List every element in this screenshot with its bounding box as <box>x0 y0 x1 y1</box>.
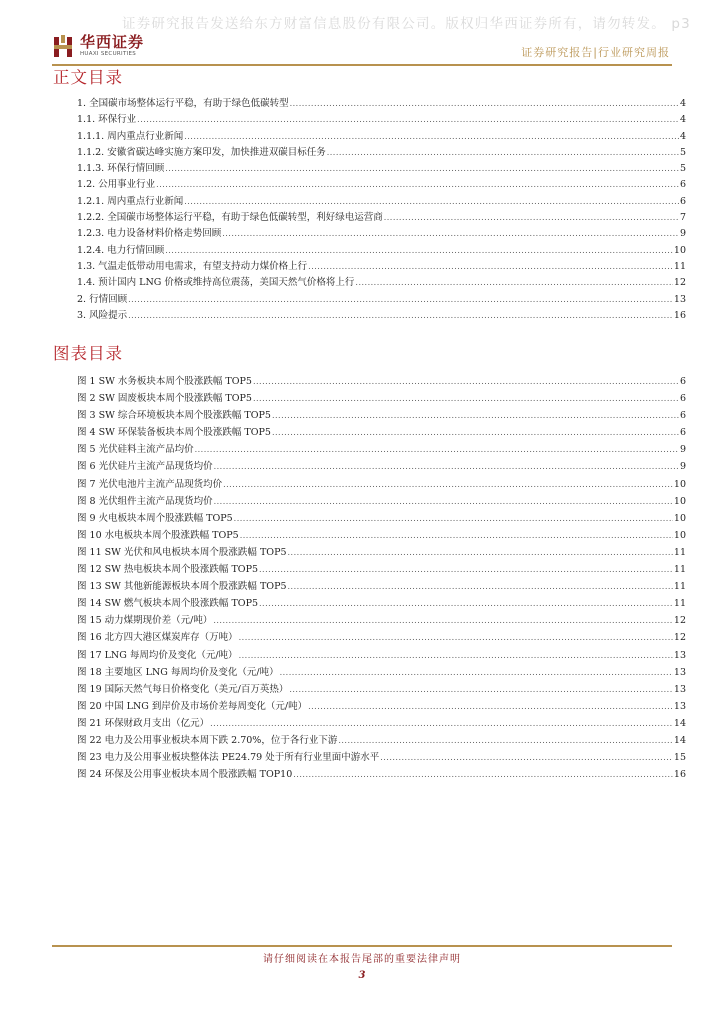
figure-entry-page: 10 <box>673 529 686 541</box>
dot-leader <box>214 493 673 510</box>
figure-entry[interactable] <box>77 561 686 578</box>
toc-entry-page: 5 <box>679 146 686 158</box>
figure-entry[interactable] <box>77 510 686 527</box>
dot-leader <box>234 510 673 527</box>
figure-entry-label: 图 3 SW 综合环境板块本周个股涨跌幅 TOP5 <box>77 410 271 422</box>
figure-entry[interactable] <box>77 493 686 510</box>
dot-leader <box>327 145 679 161</box>
dot-leader <box>338 732 673 749</box>
logo-english-name: HUAXI SECURITIES <box>80 51 137 57</box>
dot-leader <box>253 373 679 390</box>
figure-entry-label: 图 12 SW 热电板块本周个股涨跌幅 TOP5 <box>77 564 259 576</box>
figures-title: 图表目录 <box>53 344 123 363</box>
toc-entry-page: 9 <box>679 228 686 240</box>
figure-entry-page: 13 <box>673 700 686 712</box>
figure-entry[interactable] <box>77 527 686 544</box>
toc-entry[interactable] <box>77 243 686 259</box>
toc-entry-label: 1. 全国碳市场整体运行平稳，有助于绿色低碳转型 <box>77 98 289 109</box>
dot-leader <box>288 578 673 595</box>
figure-entry-page: 13 <box>673 649 686 661</box>
dot-leader <box>213 612 673 629</box>
dot-leader <box>355 275 673 291</box>
legal-notice: 请仔细阅读在本报告尾部的重要法律声明 <box>263 954 461 965</box>
figure-entry[interactable] <box>77 612 686 629</box>
dot-leader <box>239 647 673 664</box>
toc-entry[interactable] <box>77 161 686 177</box>
toc-entry-label: 3. 风险提示 <box>77 309 128 321</box>
figure-entry[interactable] <box>77 424 686 441</box>
figure-entry-page: 6 <box>679 393 686 405</box>
figure-entry-page: 9 <box>679 444 686 456</box>
toc-entry-label: 1.2.3. 电力设备材料价格走势回顾 <box>77 228 222 240</box>
toc-entry-page: 4 <box>679 130 686 142</box>
figure-entry[interactable] <box>77 664 686 681</box>
dot-leader <box>128 292 673 308</box>
dot-leader <box>137 112 679 128</box>
figure-entry-label: 图 10 水电板块本周个股涨跌幅 TOP5 <box>77 529 239 541</box>
toc-entry-page: 12 <box>673 277 686 289</box>
figure-entry-page: 11 <box>673 564 686 576</box>
figure-entry-page: 11 <box>673 581 686 593</box>
figure-entry[interactable] <box>77 390 686 407</box>
toc-entry[interactable] <box>77 194 686 210</box>
figure-entry-label: 图 22 电力及公用事业板块本周下跌 2.70%，位于各行业下游 <box>77 734 338 746</box>
dot-leader <box>272 424 679 441</box>
report-type-label: 证券研究报告|行业研究周报 <box>521 46 670 59</box>
figure-entry-label: 图 1 SW 水务板块本周个股涨跌幅 TOP5 <box>77 376 252 387</box>
dot-leader <box>290 96 679 112</box>
toc-entry-label: 1.1.2. 安徽省碳达峰实施方案印发，加快推进双碳目标任务 <box>77 146 326 158</box>
figure-entry[interactable] <box>77 544 686 561</box>
figure-entry-page: 15 <box>673 752 686 764</box>
toc-entry[interactable] <box>77 177 686 193</box>
dot-leader <box>280 664 673 681</box>
figure-entry[interactable] <box>77 595 686 612</box>
toc-entry[interactable] <box>77 145 686 161</box>
toc-entry-label: 1.2.2. 全国碳市场整体运行平稳，有助于绿色低碳转型，利好绿电运营商 <box>77 212 383 224</box>
figure-entry[interactable] <box>77 732 686 749</box>
dot-leader <box>223 476 673 493</box>
toc-entry-label: 1.3. 气温走低带动用电需求，有望支持动力煤价格上行 <box>77 260 308 272</box>
figure-entry-page: 14 <box>673 717 686 729</box>
toc-entry[interactable] <box>77 308 686 324</box>
page-number: 3 <box>358 970 366 981</box>
dot-leader <box>240 527 673 544</box>
dot-leader <box>184 129 679 145</box>
dot-leader <box>288 544 673 561</box>
toc-entry-page: 5 <box>679 163 686 175</box>
figure-entry-label: 图 17 LNG 每周均价及变化（元/吨） <box>77 649 238 661</box>
toc-entry-page: 10 <box>673 244 686 256</box>
figures-list <box>77 373 686 783</box>
figure-entry[interactable] <box>77 578 686 595</box>
figure-entry-page: 10 <box>673 512 686 524</box>
figure-entry[interactable] <box>77 373 686 390</box>
dot-leader <box>184 194 679 210</box>
dot-leader <box>259 561 673 578</box>
figure-entry-label: 图 6 光伏硅片主流产品现货均价 <box>77 461 213 473</box>
figure-entry-label: 图 24 环保及公用事业板块本周个股涨跌幅 TOP10 <box>77 769 293 781</box>
dot-leader <box>289 681 673 698</box>
dot-leader <box>239 629 673 646</box>
dot-leader <box>210 715 673 732</box>
figure-entry[interactable] <box>77 629 686 646</box>
dot-leader <box>128 308 673 324</box>
toc-entry-page: 4 <box>679 98 686 109</box>
figure-entry-page: 10 <box>673 478 686 490</box>
figure-entry-page: 10 <box>673 495 686 507</box>
toc-entry-label: 1.2. 公用事业行业 <box>77 179 156 191</box>
toc-entry[interactable] <box>77 210 686 226</box>
figure-entry[interactable] <box>77 458 686 475</box>
figure-entry-label: 图 2 SW 固废板块本周个股涨跌幅 TOP5 <box>77 393 252 405</box>
dot-leader <box>384 210 679 226</box>
figure-entry-label: 图 14 SW 燃气板块本周个股涨跌幅 TOP5 <box>77 598 259 610</box>
figure-entry-page: 12 <box>673 632 686 644</box>
toc-entry-label: 1.2.4. 电力行情回顾 <box>77 244 165 256</box>
figure-entry[interactable] <box>77 681 686 698</box>
figure-entry-label: 图 18 主要地区 LNG 每周均价及变化（元/吨） <box>77 666 279 678</box>
figure-entry-page: 9 <box>679 461 686 473</box>
dot-leader <box>308 698 673 715</box>
figure-entry[interactable] <box>77 715 686 732</box>
figure-entry[interactable] <box>77 749 686 766</box>
dot-leader <box>380 749 673 766</box>
dot-leader <box>214 458 679 475</box>
watermark: 证券研究报告发送给东方财富信息股份有限公司。版权归华西证券所有，请勿转发。 p3 <box>122 16 691 32</box>
page-header <box>52 34 672 64</box>
dot-leader <box>253 390 679 407</box>
figure-entry-label: 图 8 光伏组件主流产品现货均价 <box>77 495 213 507</box>
figure-entry-page: 13 <box>673 683 686 695</box>
dot-leader <box>156 177 679 193</box>
figure-entry-label: 图 20 中国 LNG 到岸价及市场价差每周变化（元/吨） <box>77 700 308 712</box>
toc-entry[interactable] <box>77 292 686 308</box>
figure-entry-label: 图 5 光伏硅料主流产品均价 <box>77 444 194 456</box>
figure-entry-label: 图 9 火电板块本周个股涨跌幅 TOP5 <box>77 512 233 524</box>
figure-entry-label: 图 7 光伏电池片主流产品现货均价 <box>77 478 223 490</box>
figure-entry[interactable] <box>77 698 686 715</box>
toc-entry-label: 1.1.3. 环保行情回顾 <box>77 163 165 175</box>
figure-entry[interactable] <box>77 476 686 493</box>
figure-entry[interactable] <box>77 441 686 458</box>
dot-leader <box>272 407 679 424</box>
toc-entry-label: 1.1.1. 周内重点行业新闻 <box>77 130 184 142</box>
figure-entry-label: 图 19 国际天然气每日价格变化（美元/百万英热） <box>77 683 289 695</box>
toc-entry[interactable] <box>77 129 686 145</box>
toc-entry-label: 1.2.1. 周内重点行业新闻 <box>77 195 184 207</box>
figure-entry-label: 图 16 北方四大港区煤炭库存（万吨） <box>77 632 238 644</box>
toc-entry-label: 1.1. 环保行业 <box>77 114 137 126</box>
figure-entry-label: 图 13 SW 其他新能源板块本周个股涨跌幅 TOP5 <box>77 581 287 593</box>
footer-divider <box>52 945 672 947</box>
dot-leader <box>222 226 679 242</box>
figure-entry[interactable] <box>77 647 686 664</box>
toc-title: 正文目录 <box>53 68 123 87</box>
toc-entry[interactable] <box>77 275 686 291</box>
figure-entry-page: 6 <box>679 427 686 439</box>
figure-entry[interactable] <box>77 766 686 783</box>
toc-entry-page: 6 <box>679 179 686 191</box>
toc-entry-page: 4 <box>679 114 686 126</box>
huaxi-logo-icon <box>52 35 74 59</box>
figure-entry-page: 11 <box>673 546 686 558</box>
toc-entry-page: 11 <box>673 260 686 272</box>
company-logo <box>52 34 144 62</box>
figure-entry[interactable] <box>77 407 686 424</box>
figure-entry-label: 图 15 动力煤期现价差（元/吨） <box>77 615 213 627</box>
header-divider <box>52 64 672 66</box>
toc-entry[interactable] <box>77 96 686 112</box>
figure-entry-page: 6 <box>679 376 686 387</box>
dot-leader <box>259 595 673 612</box>
toc-entry-label: 1.4. 预计国内 LNG 价格或维持高位震荡，美国天然气价格将上行 <box>77 277 355 289</box>
dot-leader <box>308 259 673 275</box>
figure-entry-label: 图 11 SW 光伏和风电板块本周个股涨跌幅 TOP5 <box>77 546 287 558</box>
figure-entry-label: 图 21 环保财政月支出（亿元） <box>77 717 210 729</box>
toc-entry-label: 2. 行情回顾 <box>77 293 128 305</box>
dot-leader <box>165 243 673 259</box>
figure-entry-page: 16 <box>673 769 686 781</box>
toc-entry[interactable] <box>77 112 686 128</box>
figure-entry-page: 14 <box>673 734 686 746</box>
figure-entry-page: 11 <box>673 598 686 610</box>
figure-entry-page: 13 <box>673 666 686 678</box>
logo-chinese-name: 华西证券 <box>80 33 145 51</box>
dot-leader <box>165 161 679 177</box>
figure-entry-label: 图 4 SW 环保装备板块本周个股涨跌幅 TOP5 <box>77 427 271 439</box>
toc-entry-page: 16 <box>673 309 686 321</box>
dot-leader <box>293 766 673 783</box>
dot-leader <box>195 441 679 458</box>
figure-entry-label: 图 23 电力及公用事业板块整体法 PE24.79 处于所有行业里面中游水平 <box>77 752 380 764</box>
figure-entry-page: 12 <box>673 615 686 627</box>
toc-entry[interactable] <box>77 259 686 275</box>
figure-entry-page: 6 <box>679 410 686 422</box>
toc-entry[interactable] <box>77 226 686 242</box>
toc-entry-page: 6 <box>679 195 686 207</box>
toc-entry-page: 13 <box>673 293 686 305</box>
toc-entry-page: 7 <box>679 212 686 224</box>
contents-list <box>77 96 686 324</box>
